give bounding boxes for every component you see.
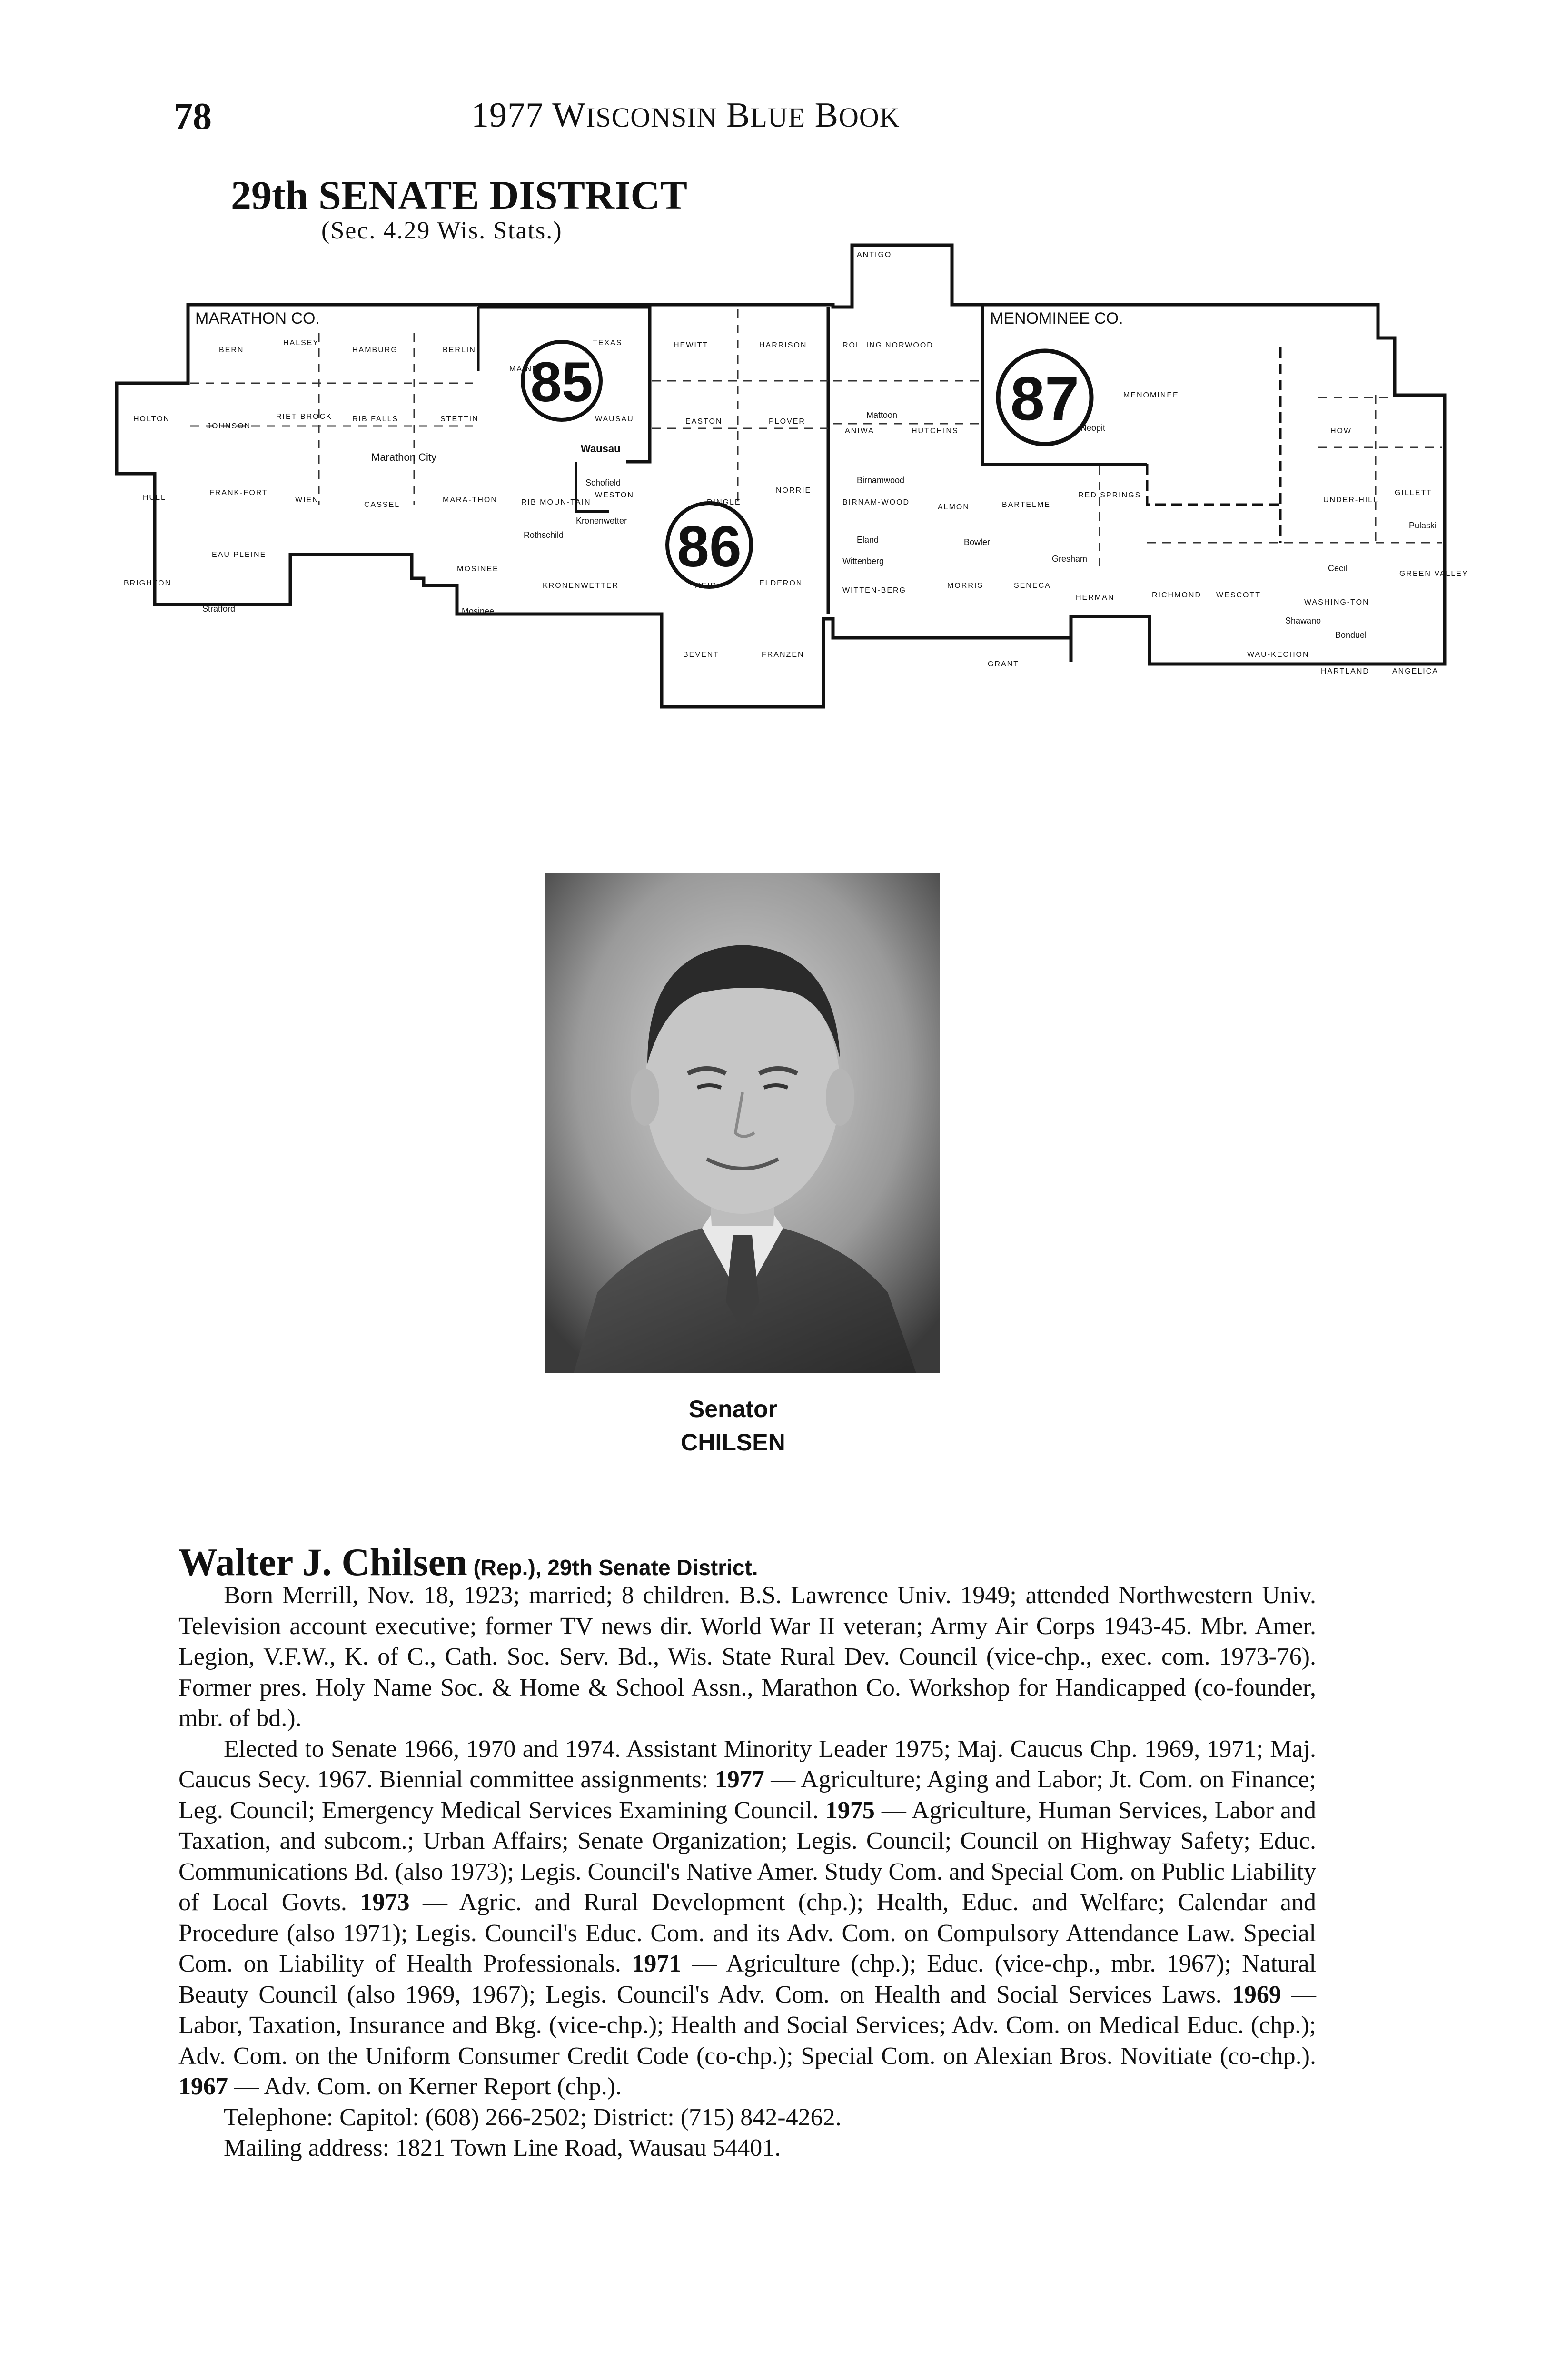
county-label-menominee: MENOMINEE CO. (990, 309, 1123, 327)
town-label: WIEN (295, 496, 319, 504)
town-label: FRANK-FORT (209, 489, 268, 497)
town-label: SENECA (1014, 582, 1051, 590)
town-label: BEVENT (683, 651, 720, 659)
town-label: GRANT (988, 660, 1019, 668)
district-87-label: 87 (1010, 364, 1080, 433)
bio-heading (178, 1540, 758, 1585)
district-87-badge (998, 351, 1091, 444)
town-label: RICHMOND (1152, 591, 1201, 599)
district-title: 29th SENATE DISTRICT (231, 172, 688, 218)
town-label: RED SPRINGS (1078, 491, 1141, 499)
town-label: WAUSAU (595, 415, 634, 423)
photo-caption (590, 1392, 876, 1459)
town-label: WESTON (595, 491, 634, 499)
town-label: HAMBURG (352, 346, 398, 354)
caption-name: CHILSEN (681, 1429, 785, 1456)
county-label-marathon: MARATHON CO. (195, 309, 320, 327)
town-label: KRONENWETTER (543, 582, 619, 590)
bio-telephone: Telephone: Capitol: (608) 266-2502; District: (715) 842-4262. (224, 2103, 842, 2131)
town-label: Shawano (1285, 616, 1321, 625)
town-label: RIB FALLS (352, 415, 399, 423)
town-label: EASTON (685, 417, 723, 426)
town-label: TEXAS (593, 339, 623, 347)
town-label: MOSINEE (457, 565, 499, 573)
town-label: Wausau (581, 443, 621, 455)
caption-title: Senator (688, 1396, 778, 1422)
town-label: BARTELME (1002, 501, 1050, 509)
town-label: HEWITT (674, 341, 709, 349)
district-85-label: 85 (530, 351, 593, 414)
town-label: MORRIS (947, 582, 983, 590)
town-label: Mattoon (866, 410, 898, 420)
bio-mailing-address: Mailing address: 1821 Town Line Road, Wausau 54401. (224, 2134, 781, 2162)
town-label: MARA-THON (443, 496, 497, 504)
town-label: ANTIGO (857, 251, 892, 259)
town-label: HULL (143, 494, 166, 502)
town-label: WESCOTT (1216, 591, 1261, 599)
town-label: ALMON (938, 503, 970, 511)
district-subtitle: (Sec. 4.29 Wis. Stats.) (321, 217, 563, 244)
page-number: 78 (174, 96, 212, 138)
town-label: Stratford (202, 604, 236, 614)
bio-paragraph-legislative: Elected to Senate 1966, 1970 and 1974. Assistant Minority Leader 1975; Maj. Caucus Chp. 1969, 1971; Maj. Caucus Secy. 1967. Biennial committee assignments: 1977 — Agriculture; Aging and Labor; Jt. Com. on Finance; Leg. Council; Emergency Medical Services Examining Council. 1975 — Agriculture, Human Services, Labor and Taxation, and subcom.; Urban Affairs; Senate Organization; Legis. Council; Council on Highway Safety; Educ. Communications Bd. (also 1973); Legis. Council's Native Amer. Study Com. and Special Com. on Public Liability of Local Govts. 1973 — Agric. and Rural Development (chp.); Health, Educ. and Welfare; Calendar and Procedure (also 1971); Legis. Council's Educ. Com. and its Adv. Com. on Compulsory Attendance Law. Special Com. on Liability of Health Professionals. 1971 — Agriculture (chp.); Educ. (vice-chp., mbr. 1967); Natural Beauty Council (also 1969, 1967); Legis. Council's Adv. Com. on Health and Social Services Laws. 1969 — Labor, Taxation, Insurance and Bkg. (vice-chp.); Health and Social Services; Adv. Com. on Medical Educ. (chp.); Adv. Com. on the Uniform Consumer Credit Code (co-chp.); Special Com. on Alexian Bros. Novitiate (co-chp.). 1967 — Adv. Com. on Kerner Report (chp.). (178, 1735, 1317, 2100)
town-label: CASSEL (364, 501, 400, 509)
district-86-badge (667, 503, 751, 587)
town-label: Wittenberg (842, 556, 884, 566)
town-label: WASHING-TON (1304, 598, 1369, 606)
town-label: Birnamwood (857, 476, 905, 485)
town-label: WITTEN-BERG (842, 586, 906, 595)
town-label: ANIWA (845, 427, 874, 435)
town-label: HERMAN (1076, 594, 1115, 602)
district-86-label: 86 (677, 514, 742, 579)
town-label: Kronenwetter (576, 516, 627, 526)
town-label: WAU-KECHON (1247, 651, 1309, 659)
town-label: HARTLAND (1321, 667, 1369, 675)
town-label: Bonduel (1335, 630, 1367, 640)
town-label: BIRNAM-WOOD (842, 498, 910, 506)
town-label: EAU PLEINE (212, 551, 267, 559)
town-label: GREEN VALLEY (1399, 570, 1468, 578)
town-label: Eland (857, 535, 879, 545)
senator-portrait (545, 873, 940, 1373)
bio-paragraph-personal: Born Merrill, Nov. 18, 1923; married; 8 children. B.S. Lawrence Univ. 1949; attended Northwestern Univ. Television account executive; former TV news dir. World War II veteran; Army Air Corps 1943-45. Mbr. Amer. Legion, V.F.W., K. of C., Cath. Soc. Serv. Bd., Wis. State Rural Dev. Council (vice-chp., exec. com. 1973-76). Former pres. Holy Name Soc. & Home & School Assn., Marathon Co. Workshop for Handicapped (co-founder, mbr. of bd.). (178, 1582, 1316, 1732)
town-label: Pulaski (1409, 521, 1437, 530)
town-label: BRIGHTON (124, 579, 172, 587)
town-label: MAINE (509, 365, 538, 373)
town-label: Bowler (964, 537, 991, 547)
town-label: HALSEY (283, 339, 319, 347)
town-label: STETTIN (440, 415, 479, 423)
town-label: UNDER-HILL (1323, 496, 1379, 504)
town-label: HOW (1330, 427, 1352, 435)
town-label: HOLTON (133, 415, 170, 423)
town-label: MENOMINEE (1123, 391, 1179, 399)
town-label: RINGLE (707, 498, 741, 506)
town-label: REID (695, 582, 717, 590)
town-label: BERN (219, 346, 244, 354)
town-label: HUTCHINS (912, 427, 959, 435)
district-85-badge (523, 342, 601, 420)
town-label: ROLLING (842, 341, 883, 349)
town-label: ELDERON (759, 579, 803, 587)
town-label: Rothschild (524, 530, 564, 540)
town-label: HARRISON (759, 341, 807, 349)
senator-name: Walter J. Chilsen (178, 1540, 467, 1584)
district-map (81, 238, 1476, 724)
running-head: 1977 WISCONSIN BLUE BOOK (471, 96, 900, 135)
town-label: JOHNSON (207, 422, 251, 430)
town-label: RIB MOUN-TAIN (521, 498, 591, 506)
town-label: PLOVER (769, 417, 805, 426)
town-label: NORRIE (776, 486, 812, 495)
town-label: NORWOOD (885, 341, 933, 349)
town-label: Gresham (1052, 554, 1088, 564)
town-label: Cecil (1328, 564, 1348, 573)
town-label: Mosinee (462, 606, 495, 616)
town-label: FRANZEN (762, 651, 804, 659)
town-label: Neopit (1080, 423, 1106, 433)
town-label: ANGELICA (1392, 667, 1438, 675)
town-label: Schofield (585, 478, 621, 487)
town-label: RIET-BROCK (276, 413, 332, 421)
party-district: (Rep.), 29th Senate District. (467, 1555, 758, 1580)
town-label: Marathon City (371, 451, 436, 463)
town-label: BERLIN (443, 346, 476, 354)
town-label: GILLETT (1395, 489, 1432, 497)
biography (178, 1580, 1316, 2164)
